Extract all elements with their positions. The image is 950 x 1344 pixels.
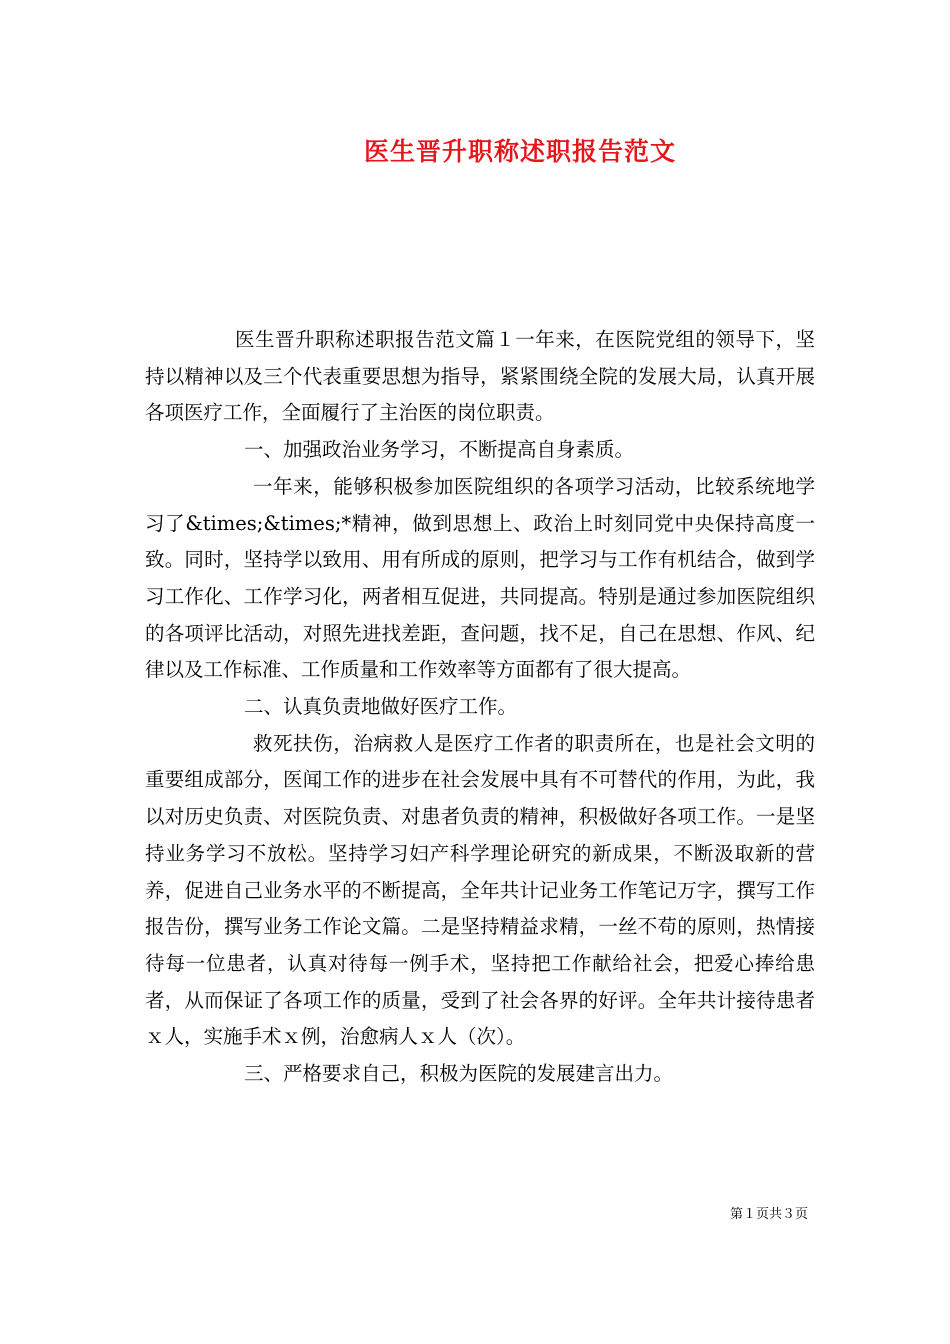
page-number: 第１页共３页	[729, 1207, 808, 1222]
document-title: 医生晋升职称述职报告范文	[363, 137, 676, 166]
section-heading-1: 一、加强政治业务学习，不断提高自身素质。	[244, 438, 635, 462]
section-body-2: 救死扶伤，治病救人是医疗工作者的职责所在，也是社会文明的重要组成部分，医闻工作的进步在社会发展中具有不可替代的作用，为此，我以对历史负责、对医院负责、对患者负责的精神，积极做好各项工作。一是坚持业务学习不放松。坚持学习妇产科学理论研究的新成果，不断汲取新的营养，促进自己业务水平的不断提高，全年共计记业务工作笔记万字，撰写工作报告份，撰写业务工作论文篇。二是坚持精益求精，一丝不苟的原则，热情接待每一位患者，认真对待每一例手术，坚持把工作献给社会，把爱心捧给患者，从而保证了各项工作的质量，受到了社会各界的好评。全年共计接待患者ｘ人，实施手术ｘ例，治愈病人ｘ人（次）。	[145, 731, 815, 1049]
section-heading-2: 二、认真负责地做好医疗工作。	[244, 695, 518, 719]
section-heading-3: 三、严格要求自己，积极为医院的发展建言出力。	[244, 1062, 674, 1086]
document-body	[145, 322, 815, 1093]
intro-paragraph: 医生晋升职称述职报告范文篇１一年来，在医院党组的领导下，坚持以精神以及三个代表重要思想为指导，紧紧围绕全院的发展大局，认真开展各项医疗工作，全面履行了主治医的岗位职责。	[145, 328, 815, 425]
section-body-1: 一年来，能够积极参加医院组织的各项学习活动，比较系统地学习了&times;&times;*精神，做到思想上、政治上时刻同党中央保持高度一致。同时，坚持学以致用、用有所成的原则，把学习与工作有机结合，做到学习工作化、工作学习化，两者相互促进，共同提高。特别是通过参加医院组织的各项评比活动，对照先进找差距，查问题，找不足，自己在思想、作风、纪律以及工作标准、工作质量和工作效率等方面都有了很大提高。	[145, 474, 815, 682]
